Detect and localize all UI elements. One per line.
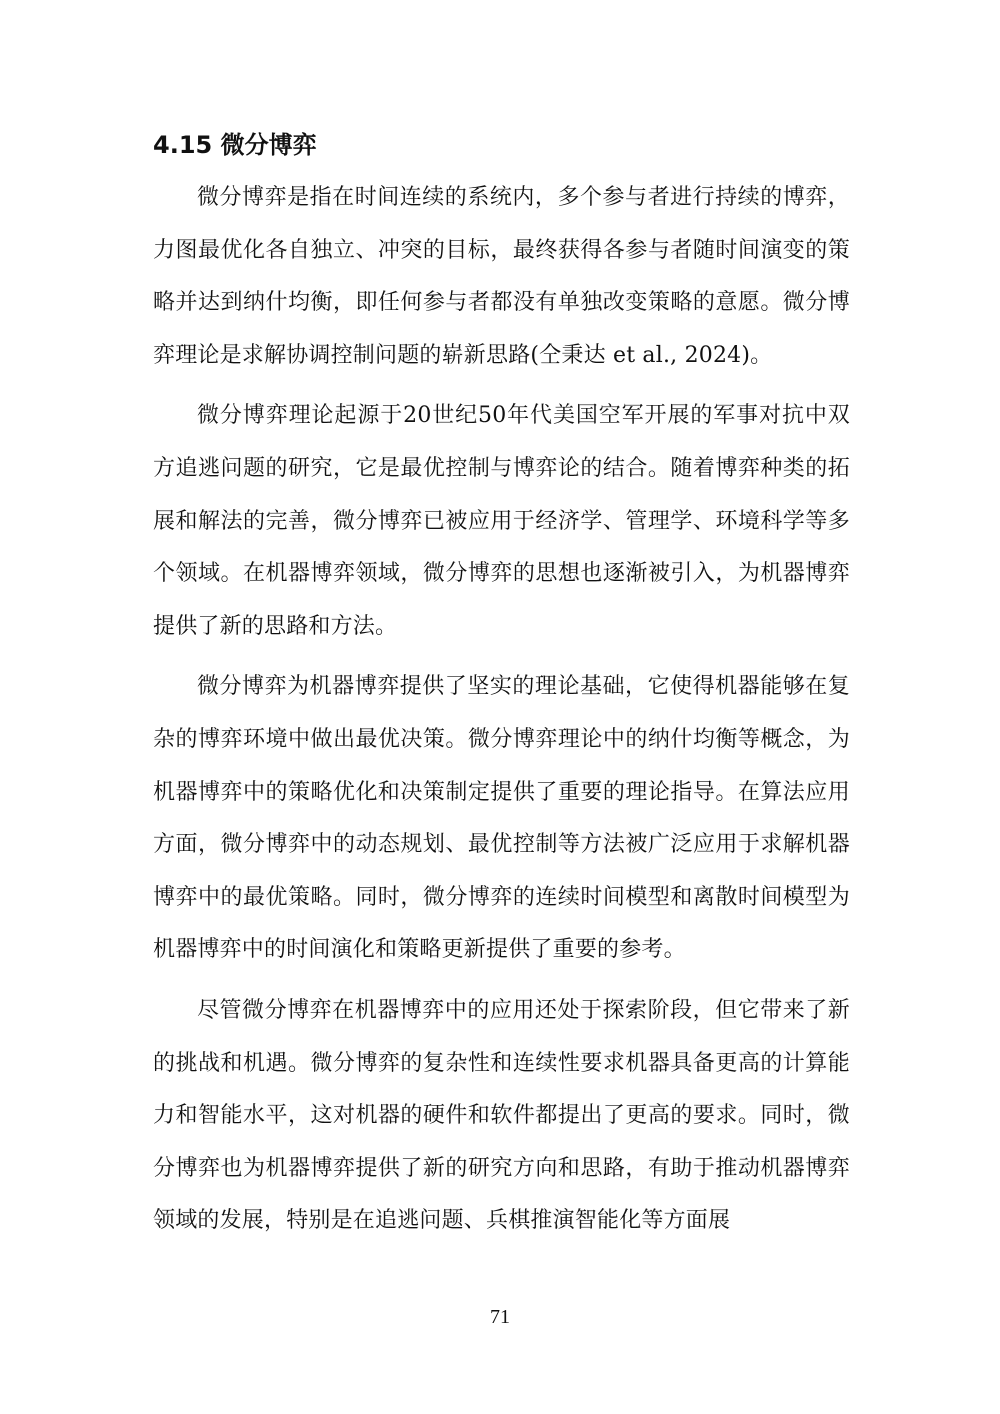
paragraph-3: 微分博弈为机器博弈提供了坚实的理论基础，它使得机器能够在复杂的博弈环境中做出最优决策。微分博弈理论中的纳什均衡等概念，为机器博弈中的策略优化和决策制定提供了重要的理论指导。在算法应用方面，微分博弈中的动态规划、最优控制等方法被广泛应用于求解机器博弈中的最优策略。同时，微分博弈的连续时间模型和离散时间模型为机器博弈中的时间演化和策略更新提供了重要的参考。: [153, 674, 850, 963]
section-heading: 4.15 微分博弈: [153, 131, 317, 159]
page-number: 71: [490, 1306, 510, 1328]
paragraph-1: 微分博弈是指在时间连续的系统内，多个参与者进行持续的博弈，力图最优化各自独立、冲突的目标，最终获得各参与者随时间演变的策略并达到纳什均衡，即任何参与者都没有单独改变策略的意愿。微分博弈理论是求解协调控制问题的崭新思路(仝秉达 et al., 2024)。: [153, 185, 850, 368]
paragraph-4: 尽管微分博弈在机器博弈中的应用还处于探索阶段，但它带来了新的挑战和机遇。微分博弈的复杂性和连续性要求机器具备更高的计算能力和智能水平，这对机器的硬件和软件都提出了更高的要求。同时，微分博弈也为机器博弈提供了新的研究方向和思路，有助于推动机器博弈领域的发展，特别是在追逃问题、兵棋推演智能化等方面展: [153, 997, 850, 1234]
body-text: [153, 172, 850, 1256]
paragraph-2: 微分博弈理论起源于20世纪50年代美国空军开展的军事对抗中双方追逃问题的研究，它是最优控制与博弈论的结合。随着博弈种类的拓展和解法的完善，微分博弈已被应用于经济学、管理学、环境科学等多个领域。在机器博弈领域，微分博弈的思想也逐渐被引入，为机器博弈提供了新的思路和方法。: [153, 403, 850, 639]
